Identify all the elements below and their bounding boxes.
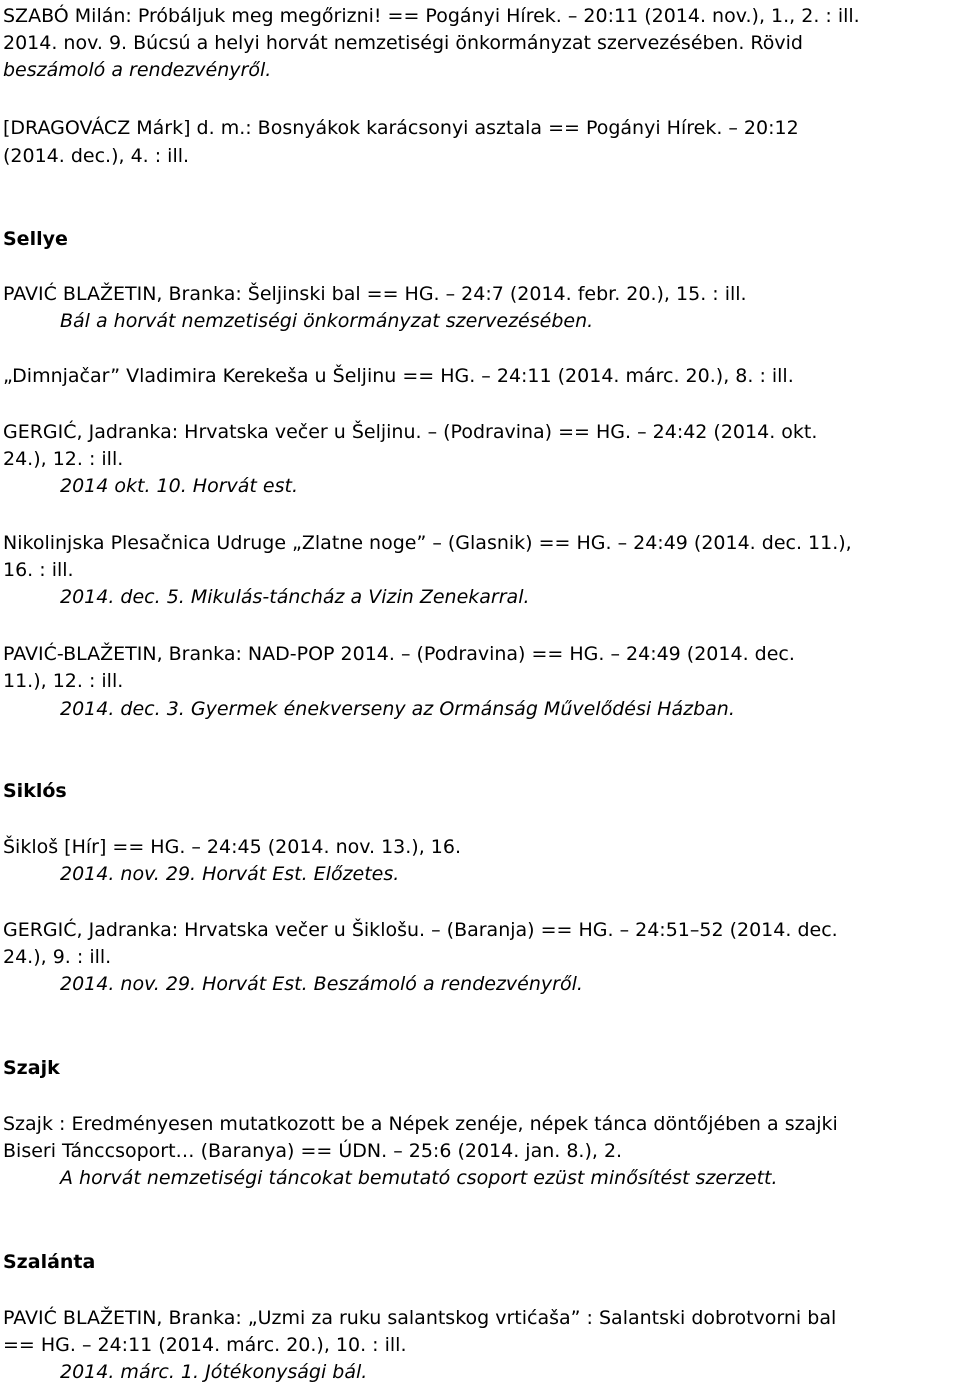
entry-line: GERGIĆ, Jadranka: Hrvatska večer u Šiklošu. – (Baranja) == HG. – 24:51–52 (2014. dec.	[3, 919, 838, 941]
entry-line: 16. : ill.	[3, 559, 74, 581]
entry-line: 2014. nov. 9. Búcsú a helyi horvát nemzetiségi önkormányzat szervezésében. Rövid	[3, 32, 803, 54]
entry-line: 11.), 12. : ill.	[3, 670, 124, 692]
entry-line: GERGIĆ, Jadranka: Hrvatska večer u Šeljinu. – (Podravina) == HG. – 24:42 (2014. okt.	[3, 421, 818, 443]
entry-line: „Dimnjačar” Vladimira Kerekeša u Šeljinu == HG. – 24:11 (2014. márc. 20.), 8. : ill.	[3, 365, 794, 387]
entry-annotation: 2014. márc. 1. Jótékonysági bál.	[60, 1361, 368, 1383]
entry-line: Nikolinjska Plesačnica Udruge „Zlatne noge” – (Glasnik) == HG. – 24:49 (2014. dec. 11.),	[3, 532, 852, 554]
entry-annotation: 2014. dec. 5. Mikulás-táncház a Vizin Zenekarral.	[60, 586, 530, 608]
entry-line: SZABÓ Milán: Próbáljuk meg megőrizni! == Pogányi Hírek. – 20:11 (2014. nov.), 1., 2. : ill.	[3, 5, 860, 27]
section-heading-siklos: Siklós	[3, 780, 67, 802]
section-heading-szalanta: Szalánta	[3, 1251, 96, 1273]
entry-annotation: 2014 okt. 10. Horvát est.	[60, 475, 298, 497]
entry-line: 24.), 9. : ill.	[3, 946, 112, 968]
entry-line: 24.), 12. : ill.	[3, 448, 124, 470]
entry-line: Biseri Tánccsoport… (Baranya) == ÚDN. – 25:6 (2014. jan. 8.), 2.	[3, 1140, 623, 1162]
entry-line: (2014. dec.), 4. : ill.	[3, 145, 190, 167]
entry-line: PAVIĆ BLAŽETIN, Branka: Šeljinski bal == HG. – 24:7 (2014. febr. 20.), 15. : ill.	[3, 283, 747, 305]
section-heading-sellye: Sellye	[3, 228, 68, 250]
entry-annotation: 2014. nov. 29. Horvát Est. Beszámoló a rendezvényről.	[60, 973, 583, 995]
entry-line: PAVIĆ-BLAŽETIN, Branka: NAD-POP 2014. – (Podravina) == HG. – 24:49 (2014. dec.	[3, 643, 795, 665]
entry-line: == HG. – 24:11 (2014. márc. 20.), 10. : ill.	[3, 1334, 407, 1356]
entry-line: Szajk : Eredményesen mutatkozott be a Népek zenéje, népek tánca döntőjében a szajki	[3, 1113, 838, 1135]
section-heading-szajk: Szajk	[3, 1057, 60, 1079]
entry-annotation: A horvát nemzetiségi táncokat bemutató csoport ezüst minősítést szerzett.	[60, 1167, 778, 1189]
entry-annotation: beszámoló a rendezvényről.	[3, 59, 272, 81]
entry-line: [DRAGOVÁCZ Márk] d. m.: Bosnyákok karácsonyi asztala == Pogányi Hírek. – 20:12	[3, 117, 799, 139]
entry-line: Šikloš [Hír] == HG. – 24:45 (2014. nov. 13.), 16.	[3, 836, 462, 858]
entry-annotation: 2014. dec. 3. Gyermek énekverseny az Ormánság Művelődési Házban.	[60, 698, 735, 720]
entry-annotation: Bál a horvát nemzetiségi önkormányzat szervezésében.	[60, 310, 594, 332]
entry-line: PAVIĆ BLAŽETIN, Branka: „Uzmi za ruku salantskog vrtićaša” : Salantski dobrotvorni bal	[3, 1307, 837, 1329]
entry-annotation: 2014. nov. 29. Horvát Est. Előzetes.	[60, 863, 400, 885]
